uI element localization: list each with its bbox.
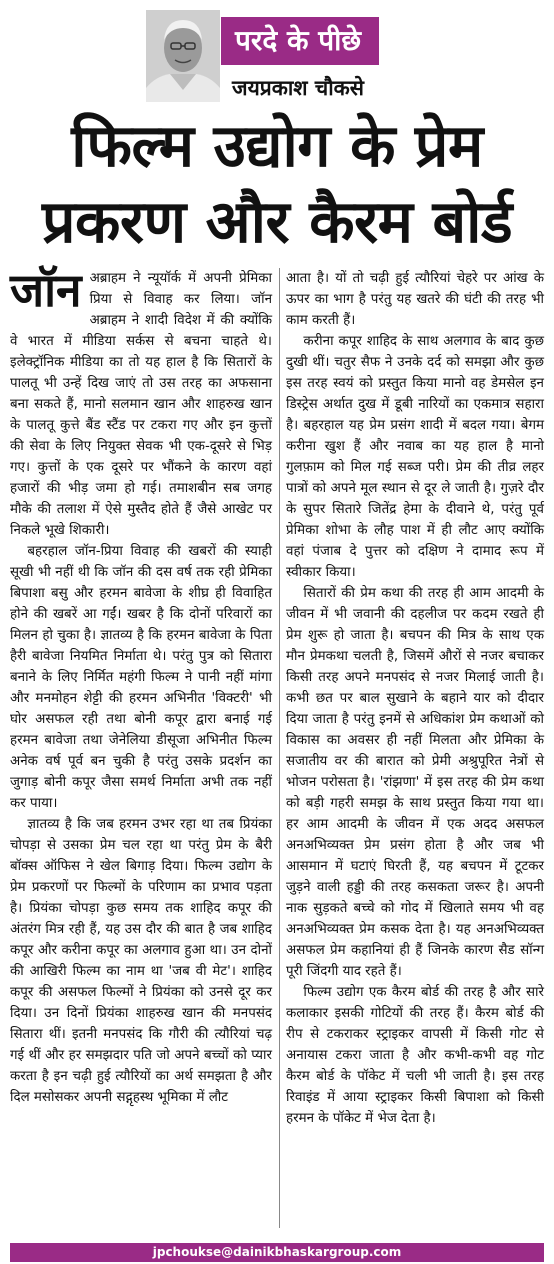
author-byline: जयप्रकाश चौकसे bbox=[232, 76, 364, 100]
article-paragraph: आता है। यों तो चढ़ी हुई त्यौरियां चेहरे पर आंख के ऊपर का भाग है परंतु यह खतरे की घंटी की तरह भी काम करती हैं। bbox=[286, 271, 544, 328]
article-paragraph: ज्ञातव्य है कि जब हरमन उभर रहा था तब प्रियंका चोपड़ा से उसका प्रेम चल रहा था परंतु प्रेम के बैरी बॉक्स ऑफिस ने खेल बिगाड़ दिया। फिल्म उद्योग के प्रेम प्रकरणों पर फिल्मों के परिणाम का प्रभाव पड़ता है। प्रियंका चोपड़ा कुछ समय तक शाहिद कपूर की अंतरंग मित्र रही हैं, यह उस दौर की बात है जब शाहिद कपूर और करीना कपूर का अलगाव हुआ था। उन दोनों की आखिरी फिल्म का नाम था 'जब वी मेट'। शाहिद कपूर की असफल फिल्मों ने प्रियंका को उनसे दूर कर दिया। उन दिनों प्रियंका शाहरुख खान की मनपसंद सितारा थीं। इतनी मनपसंद कि गौरी की त्यौरियां चढ़ गई थीं और हर समझदार पति जो अपने बच्चों को प्यार करता है इन चढ़ी हुई त्यौरियों का अर्थ समझता है और दिल मसोसकर अपनी सद्गृहस्थ भूमिका में लौट bbox=[10, 817, 272, 1105]
author-email-footer: jpchoukse@dainikbhaskargroup.com bbox=[10, 1243, 544, 1262]
article-column-right bbox=[286, 268, 544, 1233]
column-divider bbox=[279, 268, 280, 1228]
article-paragraph: सितारों की प्रेम कथा की तरह ही आम आदमी के जीवन में भी जवानी की दहलीज पर कदम रखते ही प्रेम शुरू हो जाता है। बचपन की मित्र के साथ एक मौन प्रेमकथा चलती है, जिसमें औरों से नजर बचाकर किसी तरह अपने मनपसंद से नजर मिलाई जाती है। कभी छत पर बाल सुखाने के बहाने यार को दीदार दिया जाता है परंतु इनमें से अधिकांश प्रेम कथाओं को विकास का अवसर ही नहीं मिलता और प्रेमिका के सजातीय वर की बारात को प्रेमी अश्रुपूरित नेत्रों से भोजन परोसता है। 'रांझणा' में इस तरह की प्रेम कथा को बड़ी गहरी समझ के साथ प्रस्तुत किया गया था। हर आम आदमी के जीवन में एक अदद असफल अनअभिव्यक्त प्रेम प्रसंग होता है और जब भी आसमान में घटाएं घिरती हैं, यह बचपन में टूटकर जुड़ने वाली हड्डी की तरह कसकता जरूर है। अपनी नाक सुड़कते बच्चे को गोद में खिलाते समय भी वह अनअभिव्यक्त प्रेम कसक देता है। यह अनअभिव्यक्त असफल प्रेम कहानियां ही हैं जिनके कारण सैड सॉन्ग पूरी जिंदगी याद रहते हैं। bbox=[286, 586, 544, 979]
author-photo bbox=[146, 10, 220, 102]
article-paragraph: जॉन अब्राहम ने न्यूयॉर्क में अपनी प्रेमिका प्रिया से विवाह कर लिया। जॉन अब्राहम ने शादी विदेश में की क्योंकि वे भारत में मीडिया सर्कस से बचना चाहते थे। इलेक्ट्रॉनिक मीडिया का तो यह हाल है कि सितारों के पालतू भी उन्हें दिख जाएं तो उस तरह का अफसाना बना सकते हैं, मानो सलमान खान और शाहरुख खान के पालतू कुत्ते बैंड स्टैंड पर टकरा गए और इन कुत्तों की सेवा के लिए नियुक्त सेवक भी एक-दूसरे से भिड़ गए। कुत्तों के एक दूसरे पर भौंकने के कारण वहां हजारों की भीड़ जमा हो गई। तमाशबीन सब जगह मौके की तलाश में ऐसे मुस्तैद होते हैं जैसे आखेट पर निकले भूखे शिकारी। bbox=[10, 263, 272, 538]
drop-cap: जॉन bbox=[10, 263, 82, 317]
article-paragraph: करीना कपूर शाहिद के साथ अलगाव के बाद कुछ दुखी थीं। चतुर सैफ ने उनके दर्द को समझा और कुछ इस तरह स्वयं को प्रस्तुत किया मानो वह डेमसेल इन डिस्ट्रेस अर्थात दुख में डूबी नारियों का एकमात्र सहारा है। बहरहाल यह प्रेम प्रसंग शादी में बदल गया। बेगम करीना खुश हैं और नवाब का यह हाल है मानो गुलफ़ाम को मिल गई सब्ज परी। प्रेम की तीव्र लहर पात्रों को अपने मूल स्थान से दूर ले जाती है। गुज़रे दौर के सुपर सितारे जितेंद्र हेमा के दीवाने थे, परंतु पूर्व प्रेमिका शोभा के लौह पाश में ही लौट आए क्योंकि वहां पंजाब दे पुत्तर को दक्षिण ने दामाद रूप में स्वीकार किया। bbox=[286, 334, 544, 580]
column-title-banner: परदे के पीछे bbox=[221, 17, 379, 65]
headline-line-1: फिल्म उद्योग के प्रेम bbox=[71, 111, 483, 180]
article-headline bbox=[0, 108, 554, 260]
article-paragraph: फिल्म उद्योग एक कैरम बोर्ड की तरह है और सारे कलाकार इसकी गोटियों की तरह हैं। कैरम बोर्ड की रीप से टकराकर स्ट्राइकर वापसी में किसी गोट से अनायास टकरा जाता है और कभी-कभी वह गोट कैरम बोर्ड के पॉकेट में चली भी जाती है। इस तरह रिवाइंड में आया स्ट्राइकर किसी बिपाशा को किसी हरमन के पॉकेट में भेज देता है। bbox=[286, 985, 544, 1126]
headline-line-2: प्रकरण और कैरम बोर्ड bbox=[41, 187, 513, 256]
article-column-left bbox=[10, 263, 272, 1233]
article-paragraph: बहरहाल जॉन-प्रिया विवाह की खबरों की स्याही सूखी भी नहीं थी कि जॉन की दस वर्ष तक रही प्रेमिका बिपाशा बसु और हरमन बावेजा के शीघ्र ही विवाहित होने की खबरें आ गईं। खबर है कि दोनों परिवारों का मिलन हो चुका है। ज्ञातव्य है कि हरमन बावेजा के पिता हैरी बावेजा नियमित निर्माता थे। परंतु पुत्र को सितारा बनाने के लिए निर्मित महंगी फिल्म ने पानी नहीं मांगा और मनमोहन शेट्टी की हरमन अभिनीत 'विक्टरी' भी घोर असफल रही तथा बोनी कपूर द्वारा बनाई गई हरमन बावेजा तथा जेनेलिया डीसूजा अभिनीत फिल्म अनेक वर्ष पूर्व बन चुकी है परंतु उसके प्रदर्शन का जुगाड़ बोनी कपूर जैसा समर्थ निर्माता अभी तक नहीं कर पाया। bbox=[10, 544, 272, 811]
